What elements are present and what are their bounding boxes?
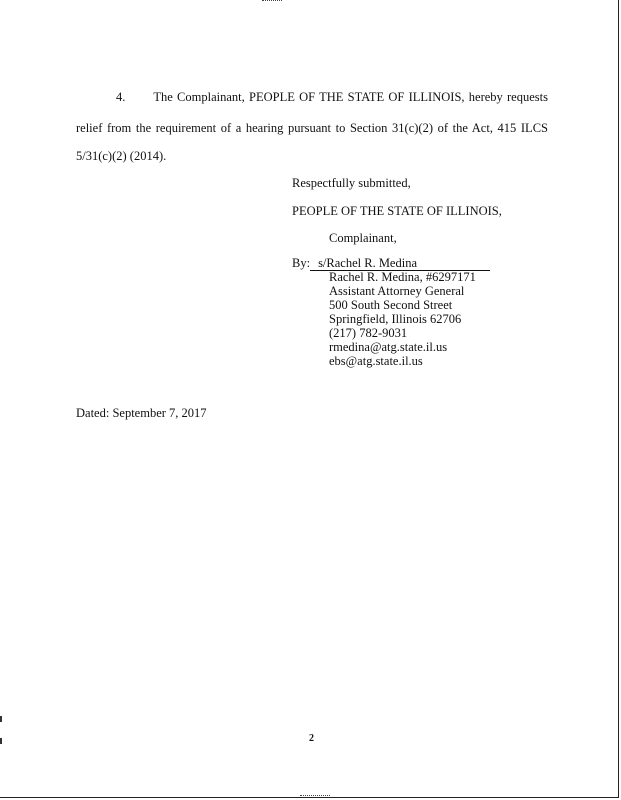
- email-line: rmedina@atg.state.il.us: [329, 340, 448, 354]
- scan-mark-left: [0, 738, 2, 744]
- by-label: By:: [292, 256, 311, 270]
- address-line: 500 South Second Street: [329, 298, 453, 312]
- paragraph-text-line-1: The Complainant, PEOPLE OF THE STATE OF ILLINOIS, hereby requests: [153, 90, 548, 104]
- paragraph-text-line-2: relief from the requirement of a hearing pursuant to Section 31(c)(2) of the Act, 415 ILCS: [76, 121, 548, 135]
- paragraph-text-line-3: 5/31(c)(2) (2014).: [76, 149, 167, 163]
- page-number: 2: [309, 733, 314, 744]
- dated-line: Dated: September 7, 2017: [76, 406, 207, 420]
- email-line: ebs@atg.state.il.us: [329, 354, 423, 368]
- respectfully-submitted: Respectfully submitted,: [292, 176, 411, 190]
- party-name: PEOPLE OF THE STATE OF ILLINOIS,: [292, 204, 502, 218]
- electronic-signature: s/Rachel R. Medina: [310, 257, 490, 271]
- address-line: Assistant Attorney General: [329, 284, 465, 298]
- attorney-address-block: [329, 270, 476, 368]
- paragraph-line-1: [76, 90, 548, 105]
- signature-line: [292, 256, 490, 271]
- address-line: Springfield, Illinois 62706: [329, 312, 462, 326]
- scan-mark-bottom: [300, 795, 330, 796]
- scan-mark-top: [262, 0, 282, 1]
- address-line: Rachel R. Medina, #6297171: [329, 270, 476, 284]
- party-role: Complainant,: [329, 231, 397, 245]
- address-line: (217) 782-9031: [329, 326, 408, 340]
- paragraph-number: 4.: [116, 90, 126, 104]
- scan-mark-left: [0, 716, 2, 722]
